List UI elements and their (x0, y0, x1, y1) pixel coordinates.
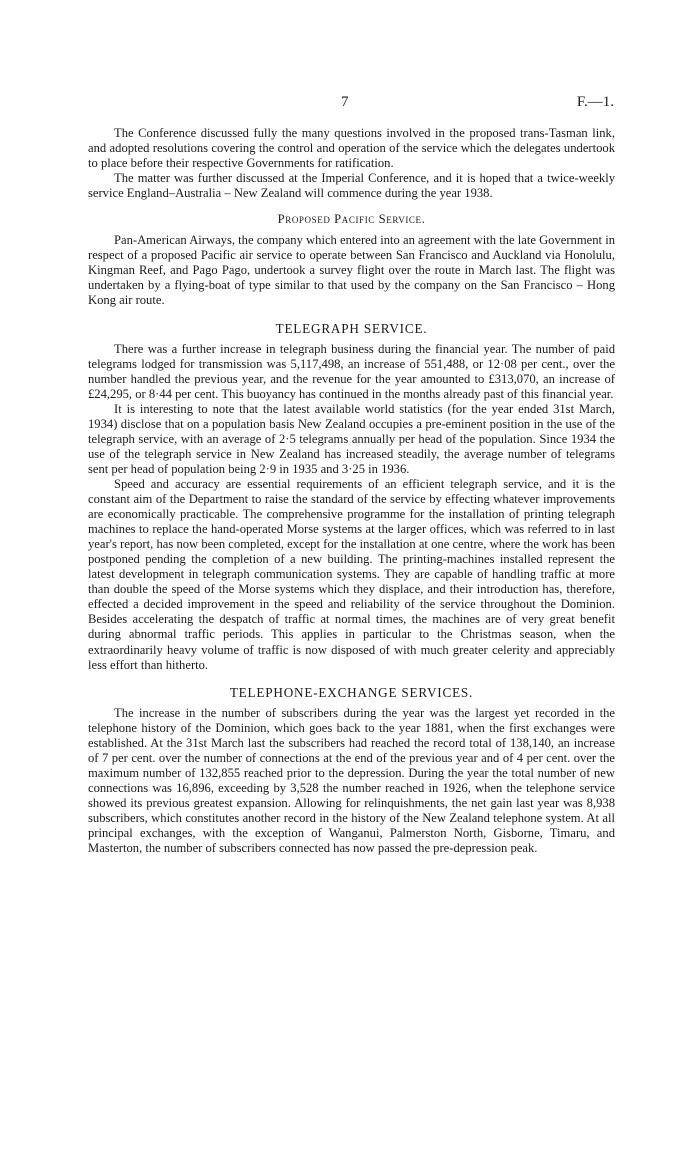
document-reference: F.—1. (576, 94, 614, 110)
page-number: 7 (341, 94, 349, 110)
paragraph: There was a further increase in telegraph business during the financial year. The number of paid telegrams lodged for transmission was 5,117,498, an increase of 551,488, or 12·08 per cent., over the number handled the previous year, and the revenue for the year amounted to £313,070, an increase of £24,295, or 8·44 per cent. This buoyancy has continued in the months already past of this financial year. (88, 341, 615, 401)
page-header (0, 94, 700, 114)
paragraph: The matter was further discussed at the Imperial Conference, and it is hoped that a twice-weekly service England–Australia – New Zealand will commence during the year 1938. (88, 171, 615, 201)
section-heading-telephone: TELEPHONE-EXCHANGE SERVICES. (229, 684, 474, 700)
paragraph: Pan-American Airways, the company which entered into an agreement with the late Government in respect of a proposed Pacific air service to operate between San Francisco and Auckland via Honolulu, Kingman Reef, and Pago Pago, undertook a survey flight over the route in March last. The flight was undertaken by a flying-boat of type similar to that used by the company on the San Francisco – Hong Kong air route. (88, 233, 615, 308)
section-heading-pacific: Proposed Pacific Service. (277, 212, 426, 227)
paragraph: Speed and accuracy are essential requirements of an efficient telegraph service, and it is the constant aim of the Department to raise the standard of the service by effecting whatever improvements are economically practicable. The comprehensive programme for the installation of printing telegraph machines to replace the hand-operated Morse systems at the larger offices, which was referred to in last year's report, has now been completed, except for the installation at one centre, where the work has been postponed pending the completion of a new building. The printing-machines installed represent the latest development in telegraph communication systems. They are capable of handling traffic at more than double the speed of the Morse systems which they displace, and their introduction has, therefore, effected a decided improvement in the speed and reliability of the service throughout the Dominion. Besides accelerating the despatch of traffic at normal times, the machines are of very great benefit during abnormal traffic periods. This applies in particular to the Christmas season, when the extraordinarily heavy volume of traffic is now disposed of with much greater celerity and appreciably less effort than hitherto. (88, 476, 615, 672)
paragraph: The increase in the number of subscribers during the year was the largest yet recorded in the telephone history of the Dominion, which goes back to the year 1881, when the first exchanges were established. At the 31st March last the subscribers had reached the record total of 138,140, an increase of 7 per cent. over the number of connections at the end of the previous year and of 4 per cent. over the maximum number of 132,855 reached prior to the depression. During the year the total number of new connections was 16,896, exceeding by 3,528 the number reached in 1926, when the telephone service showed its previous greatest expansion. Allowing for relinquishments, the net gain last year was 8,938 subscribers, which constitutes another record in the history of the New Zealand telephone system. At all principal exchanges, with the exception of Wanganui, Palmerston North, Gisborne, Timaru, and Masterton, the number of subscribers connected has now passed the pre-depression peak. (88, 705, 615, 856)
paragraph: It is interesting to note that the latest available world statistics (for the year ended 31st March, 1934) disclose that on a population basis New Zealand occupies a pre-eminent position in the use of the telegraph service, with an average of 2·5 telegrams annually per head of the population. Since 1934 the use of the telegraph service in New Zealand has increased steadily, the average number of telegrams sent per head of population being 2·9 in 1935 and 3·25 in 1936. (88, 401, 615, 476)
paragraph: The Conference discussed fully the many questions involved in the proposed trans-Tasman link, and adopted resolutions covering the control and operation of the service which the delegates undertook to place before their respective Governments for ratification. (88, 126, 615, 171)
section-heading-telegraph: TELEGRAPH SERVICE. (275, 320, 428, 336)
document-body (88, 126, 615, 856)
